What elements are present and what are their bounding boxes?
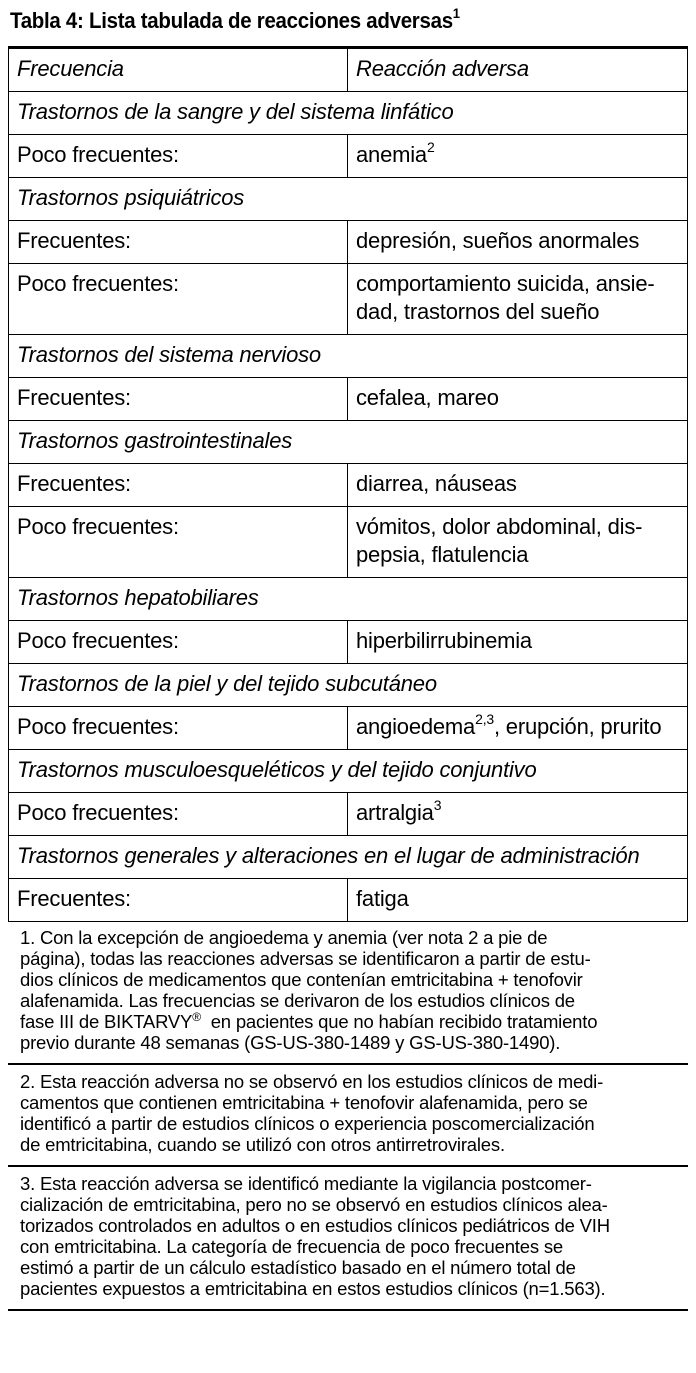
table-row [9,507,688,578]
footnote-line: estimó a partir de un cálculo estadístico basado en el número total de [20,1257,576,1278]
reaction-cell [348,507,688,578]
table-row [9,707,688,750]
reaction-cell [348,135,688,178]
footnote-line: 3. Esta reacción adversa se identificó mediante la vigilancia postcomer- [20,1173,592,1194]
footnote-text: fase III de BIKTARVY [20,1011,193,1032]
header-frequency: Frecuencia [9,48,348,92]
registered-mark: ® [192,1009,201,1024]
reaction-text: hiperbilirrubinemia [356,628,532,653]
footnote-line: torizados controlados en adultos o en estudios clínicos pediátricos de VIH [20,1215,610,1236]
table-row [9,879,688,922]
footnote-3 [8,1165,688,1311]
table-header-row [9,48,688,92]
footnote-line: con emtricitabina. La categoría de frecuencia de poco frecuentes se [20,1236,563,1257]
footnote-line: 2. Esta reacción adversa no se observó en los estudios clínicos de medi- [20,1071,604,1092]
reaction-text: vómitos, dolor abdominal, dis- [356,514,643,539]
reaction-text: comportamiento suicida, ansie- [356,271,655,296]
footnote-line [20,1011,680,1032]
reaction-cell [348,793,688,836]
table-row [9,135,688,178]
reaction-text: pepsia, flatulencia [356,542,529,567]
reaction-text: depresión, sueños anormales [356,228,640,253]
reaction-cell [348,378,688,421]
frequency-cell: Poco frecuentes: [9,507,348,578]
footnote-2 [8,1063,688,1165]
reaction-text: artralgia [356,800,434,825]
footnote-line: alafenamida. Las frecuencias se derivaron de los estudios clínicos de [20,990,575,1011]
footnote-line: de emtricitabina, cuando se utilizó con otros antirretrovirales. [20,1134,505,1155]
section-title: Trastornos de la piel y del tejido subcutáneo [9,664,688,707]
section-title: Trastornos generales y alteraciones en el lugar de administración [9,836,688,879]
section-row [9,750,688,793]
section-row [9,578,688,621]
frequency-cell: Poco frecuentes: [9,621,348,664]
table-row [9,621,688,664]
reaction-text: anemia [356,142,427,167]
section-title: Trastornos hepatobiliares [9,578,688,621]
reaction-cell [348,264,688,335]
section-title: Trastornos del sistema nervioso [9,335,688,378]
reaction-text: cefalea, mareo [356,385,499,410]
frequency-cell: Frecuentes: [9,378,348,421]
footnote-line: camentos que contienen emtricitabina + tenofovir alafenamida, pero se [20,1092,588,1113]
footnote-line: dios clínicos de medicamentos que contenían emtricitabina + tenofovir [20,969,583,990]
reaction-cell [348,879,688,922]
reaction-text: , erupción, prurito [493,714,662,739]
table-row [9,464,688,507]
reaction-cell [348,707,688,750]
footnote-1 [8,921,688,1063]
frequency-cell: Frecuentes: [9,879,348,922]
footnote-ref: 3 [433,796,442,813]
reaction-cell [348,621,688,664]
table-title [10,4,460,34]
frequency-cell: Frecuentes: [9,464,348,507]
frequency-cell: Poco frecuentes: [9,707,348,750]
section-title: Trastornos musculoesqueléticos y del tejido conjuntivo [9,750,688,793]
footnote-ref: 2 [426,138,435,155]
footnote-line: 1. Con la excepción de angioedema y anemia (ver nota 2 a pie de [20,927,548,948]
frequency-cell: Poco frecuentes: [9,793,348,836]
footnote-line: página), todas las reacciones adversas se identificaron a partir de estu- [20,948,591,969]
section-row [9,664,688,707]
reaction-text: dad, trastornos del sueño [356,299,600,324]
reaction-text: diarrea, náuseas [356,471,517,496]
table-row [9,793,688,836]
footnote-ref: 2,3 [475,710,494,727]
footnote-line: identificó a partir de estudios clínicos o experiencia poscomercialización [20,1113,595,1134]
table-title-footnote-mark: 1 [452,4,460,21]
section-row [9,836,688,879]
footnotes [8,921,688,1311]
reaction-text: fatiga [356,886,409,911]
footnote-line: pacientes expuestos a emtricitabina en estos estudios clínicos (n=1.563). [20,1278,606,1299]
section-row [9,335,688,378]
header-reaction: Reacción adversa [348,48,688,92]
section-row [9,178,688,221]
section-title: Trastornos psiquiátricos [9,178,688,221]
section-title: Trastornos gastrointestinales [9,421,688,464]
reaction-cell [348,464,688,507]
reaction-text: angioedema [356,714,476,739]
footnote-line: previo durante 48 semanas (GS-US-380-1489 y GS-US-380-1490). [20,1032,561,1053]
frequency-cell: Poco frecuentes: [9,135,348,178]
frequency-cell: Frecuentes: [9,221,348,264]
table-row [9,264,688,335]
table-row [9,221,688,264]
section-title: Trastornos de la sangre y del sistema linfático [9,92,688,135]
adverse-reactions-table [8,46,688,922]
section-row [9,92,688,135]
reaction-cell [348,221,688,264]
footnote-line: cialización de emtricitabina, pero no se observó en estudios clínicos alea- [20,1194,608,1215]
table-row [9,378,688,421]
table-title-text: Tabla 4: Lista tabulada de reacciones adversas [10,8,453,33]
frequency-cell: Poco frecuentes: [9,264,348,335]
footnote-text: en pacientes que no habían recibido tratamiento [200,1011,598,1032]
section-row [9,421,688,464]
